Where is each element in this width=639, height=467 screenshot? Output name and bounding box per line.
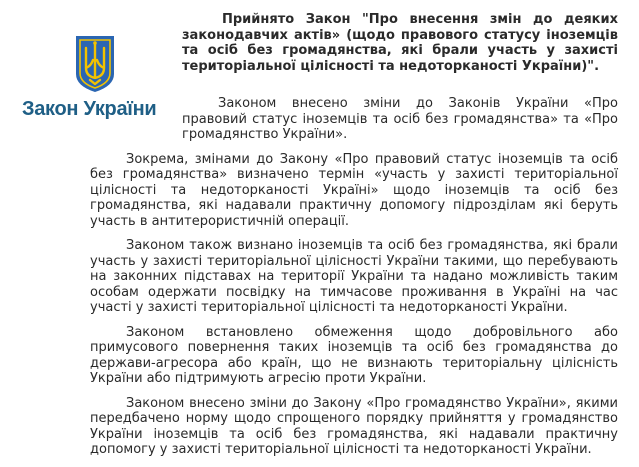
article-paragraph: Законом також визнано іноземців та осіб без громадянства, які брали участь у захисті територіальної цілісності України такими, що перебувають на законних підставах на території України та надано можливість таким особам одержати посвідку на тимчасове проживання в Україні на час участі у захисті територіальної цілісності та недоторканості України. — [90, 238, 618, 315]
article-paragraph: Законом внесено зміни до Закону «Про громадянство України», якими передбачено норму щодо спрощеного порядку прийняття у громадянство України іноземців та осіб без громадянства, які надавали практичну допомогу у захисті територіальної цілісності та недоторканості України. — [90, 395, 618, 457]
logo-label: Закон України — [22, 98, 157, 120]
article-paragraph: Законом внесено зміни до Законів України «Про правовий статус іноземців та осіб без громадянства» та «Про громадянство України». — [182, 96, 618, 142]
article-paragraph: Законом встановлено обмеження щодо добровільного або примусового повернення таких іноземців та осіб без громадянства до держави-агресора або країн, що не визнають територіальну цілісність України або підтримують агресію проти України. — [90, 324, 618, 386]
article-paragraph: Зокрема, змінами до Закону «Про правовий статус іноземців та осіб без громадянства» визначено термін «участь у захисті територіальної цілісності та недоторканості Україні» щодо іноземців та осіб без громадянства, які надавали практичну допомогу підрозділам які беруть участь в антитерористичній операції. — [90, 151, 618, 229]
article-body — [90, 96, 618, 467]
ukraine-trident-icon — [74, 34, 116, 94]
article-title: Прийнято Закон "Про внесення змін до деяких законодавчих актів» (щодо правового статусу іноземців та осіб без громадянства, які брали участь у захисті територіальної цілісності та недоторканості України)". — [182, 12, 618, 74]
article-header — [182, 12, 618, 84]
